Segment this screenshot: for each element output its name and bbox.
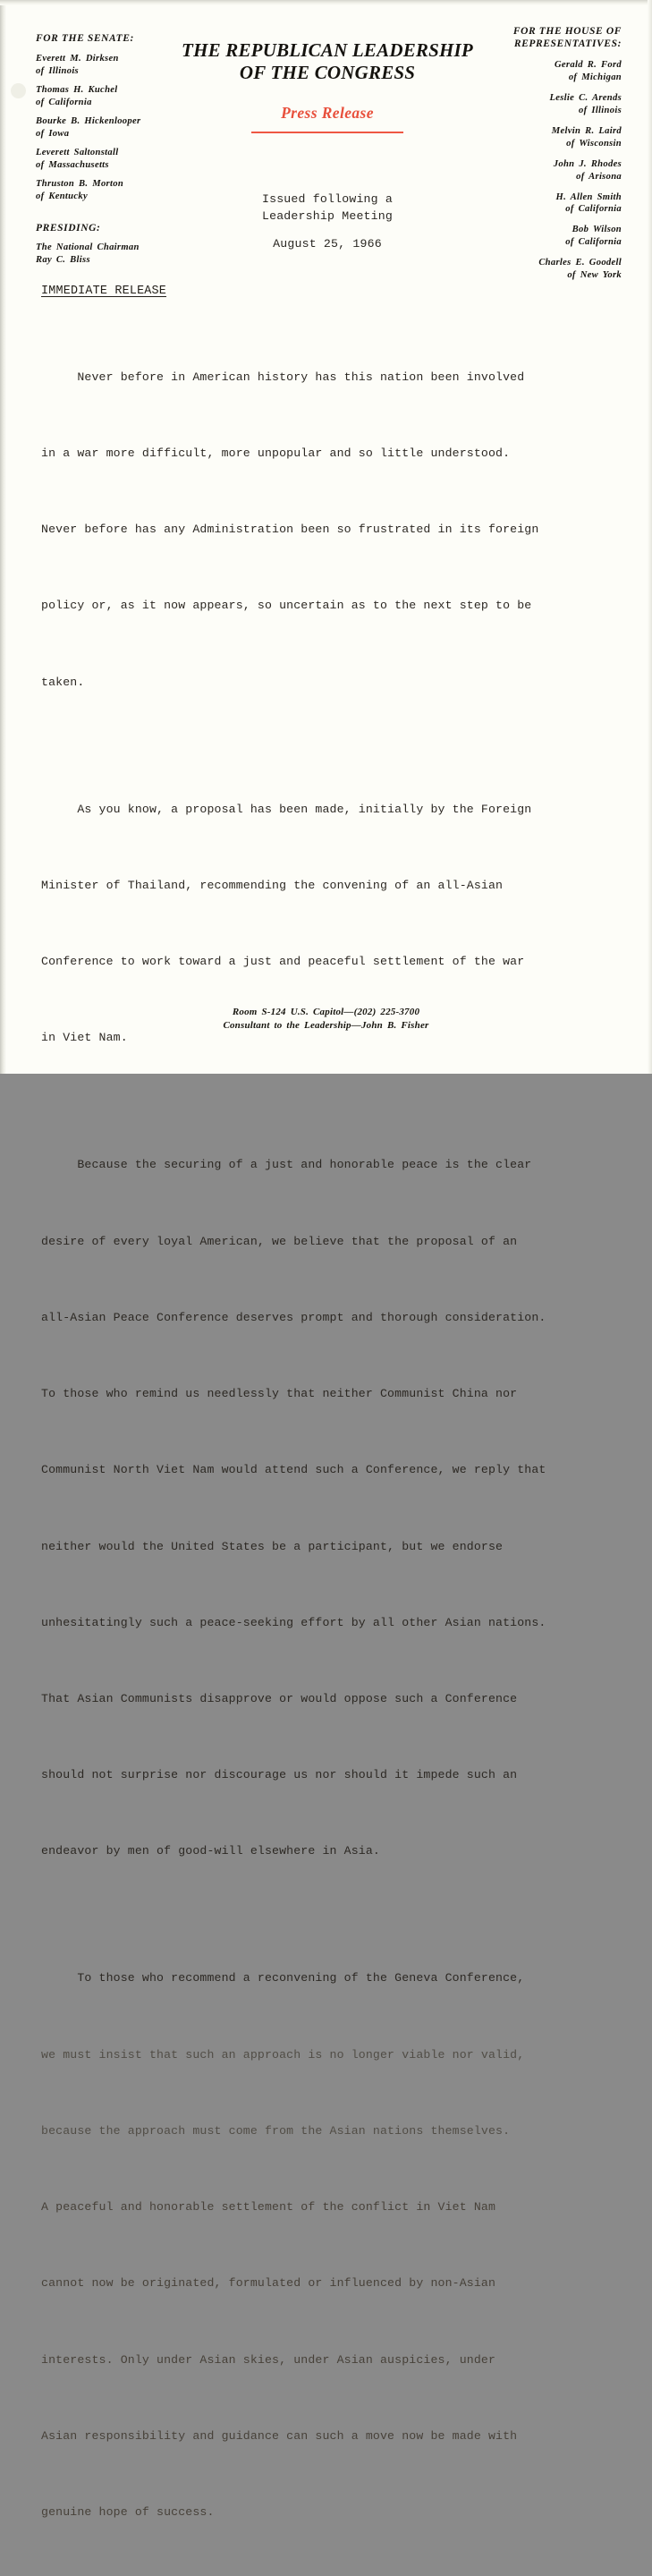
text-line: A peaceful and honorable settlement of the conflict in Viet Nam (41, 2200, 496, 2215)
red-divider-rule (251, 132, 403, 133)
text-line: unhesitatingly such a peace-seeking effort by all other Asian nations. (41, 1615, 546, 1629)
paragraph (41, 1916, 605, 2576)
house-column (461, 25, 622, 290)
text-line: genuine hope of success. (41, 2504, 215, 2519)
member-name: H. Allen Smith (555, 191, 622, 202)
paragraph (41, 314, 605, 746)
issue-block (175, 191, 479, 253)
text-line: we must insist that such an approach is no longer viable nor valid, (41, 2047, 525, 2062)
member-name: Leslie C. Arends (549, 92, 622, 103)
member-name: Thruston B. Morton (36, 179, 124, 190)
press-release-label: Press Release (281, 104, 374, 123)
masthead (0, 0, 652, 281)
member-state: of Illinois (579, 105, 622, 115)
senate-member (36, 53, 197, 78)
senate-column (36, 32, 197, 273)
text-line: Communist North Viet Nam would attend such a Conference, we reply that (41, 1463, 546, 1477)
senate-member (36, 115, 197, 140)
text-line: policy or, as it now appears, so uncertain as to the next step to be (41, 599, 532, 613)
member-name: Thomas H. Kuchel (36, 85, 118, 96)
member-name: Everett M. Dirksen (36, 54, 119, 64)
house-heading (461, 25, 622, 51)
text-line: Minister of Thailand, recommending the convening of an all-Asian (41, 878, 504, 892)
house-heading-line-1: FOR THE HOUSE (512, 26, 604, 37)
text-line: should not surprise nor discourage us nor should it impede such an (41, 1768, 518, 1782)
text-line: because the approach must come from the Asian nations themselves. (41, 2123, 511, 2138)
text-line: Never before in American history has this nation been involved (41, 370, 525, 384)
member-state: of California (565, 204, 622, 215)
footer (0, 1006, 652, 1033)
member-state: of California (565, 237, 622, 248)
text-line: endeavor by men of good-will elsewhere in Asia. (41, 1844, 380, 1858)
house-member (461, 92, 622, 117)
text-line: neither would the United States be a participant, but we endorse (41, 1539, 504, 1553)
text-line: taken. (41, 675, 85, 689)
member-name: John J. Rhodes (553, 158, 622, 169)
paragraph (41, 746, 605, 1102)
page-title (175, 39, 479, 83)
member-state: of Kentucky (36, 191, 88, 202)
text-line: interests. Only under Asian skies, under Asian auspicies, under (41, 2352, 496, 2367)
member-state: of Illinois (36, 66, 79, 77)
member-state: of California (36, 98, 92, 108)
text-line: As you know, a proposal has been made, initially by the Foreign (41, 802, 532, 816)
issue-line-2: Leadership Meeting (261, 208, 394, 223)
senate-heading: FOR THE SENATE: (36, 33, 134, 44)
text-line: To those who remind us needlessly that neither Communist China nor (41, 1387, 518, 1401)
title-block (175, 39, 479, 133)
house-heading-line-2: OF REPRESENTATIVES: (513, 26, 622, 50)
member-state: of Wisconsin (566, 138, 622, 149)
text-line: Asian responsibility and guidance can such a move now be made with (41, 2428, 518, 2443)
text-line: Because the securing of a just and honorable peace is the clear (41, 1158, 532, 1172)
senate-member (36, 84, 197, 109)
senate-member (36, 147, 197, 172)
house-member (461, 125, 622, 150)
issue-date: August 25, 1966 (273, 237, 382, 251)
presiding-name: Ray C. Bliss (36, 255, 90, 266)
immediate-release-headline: IMMEDIATE RELEASE (41, 285, 167, 298)
text-line: cannot now be originated, formulated or influenced by non-Asian (41, 2276, 496, 2291)
member-state: of Iowa (36, 129, 70, 140)
house-member (461, 191, 622, 217)
member-state: of Arisona (576, 171, 622, 182)
house-member (461, 158, 622, 183)
member-name: Leverett Saltonstall (36, 148, 119, 158)
member-state: of Michigan (568, 72, 622, 82)
member-name: Charles E. Goodell (538, 258, 622, 268)
member-name: Gerald R. Ford (554, 59, 622, 70)
text-line: Never before has any Administration been so frustrated in its foreign (41, 523, 539, 537)
member-name: Bob Wilson (572, 225, 622, 235)
text-line: Conference to work toward a just and peaceful settlement of the war (41, 955, 525, 969)
member-state: of Massachusetts (36, 160, 109, 171)
text-line: To those who recommend a reconvening of the Geneva Conference, (41, 1971, 525, 1985)
text-line: in a war more difficult, more unpopular and so little understood. (41, 446, 511, 461)
house-member (461, 257, 622, 282)
presiding-title: The National Chairman (36, 242, 140, 253)
presiding-heading: PRESIDING: (36, 223, 101, 234)
text-line: in Viet Nam. (41, 1031, 128, 1045)
member-name: Melvin R. Laird (551, 125, 622, 136)
member-name: Bourke B. Hickenlooper (36, 116, 141, 127)
body-area (41, 282, 605, 2576)
footer-address: Room S-124 U.S. Capitol—(202) 225-3700 (232, 1007, 420, 1017)
issue-line-1: Issued following a (261, 192, 394, 206)
house-member (461, 224, 622, 249)
member-state: of New York (567, 270, 622, 281)
presiding-member (36, 242, 197, 267)
senate-member (36, 178, 197, 203)
house-member (461, 59, 622, 84)
title-line-1: THE REPUBLICAN LEADERSHIP (182, 39, 473, 61)
text-line: desire of every loyal American, we believe that the proposal of an (41, 1234, 518, 1248)
footer-consultant: Consultant to the Leadership—John B. Fisher (223, 1020, 429, 1032)
text-line: all-Asian Peace Conference deserves prompt and thorough consideration. (41, 1310, 546, 1324)
text-line: That Asian Communists disapprove or would oppose such a Conference (41, 1691, 518, 1705)
paragraph (41, 1102, 605, 1916)
title-line-2: OF THE CONGRESS (239, 61, 416, 83)
